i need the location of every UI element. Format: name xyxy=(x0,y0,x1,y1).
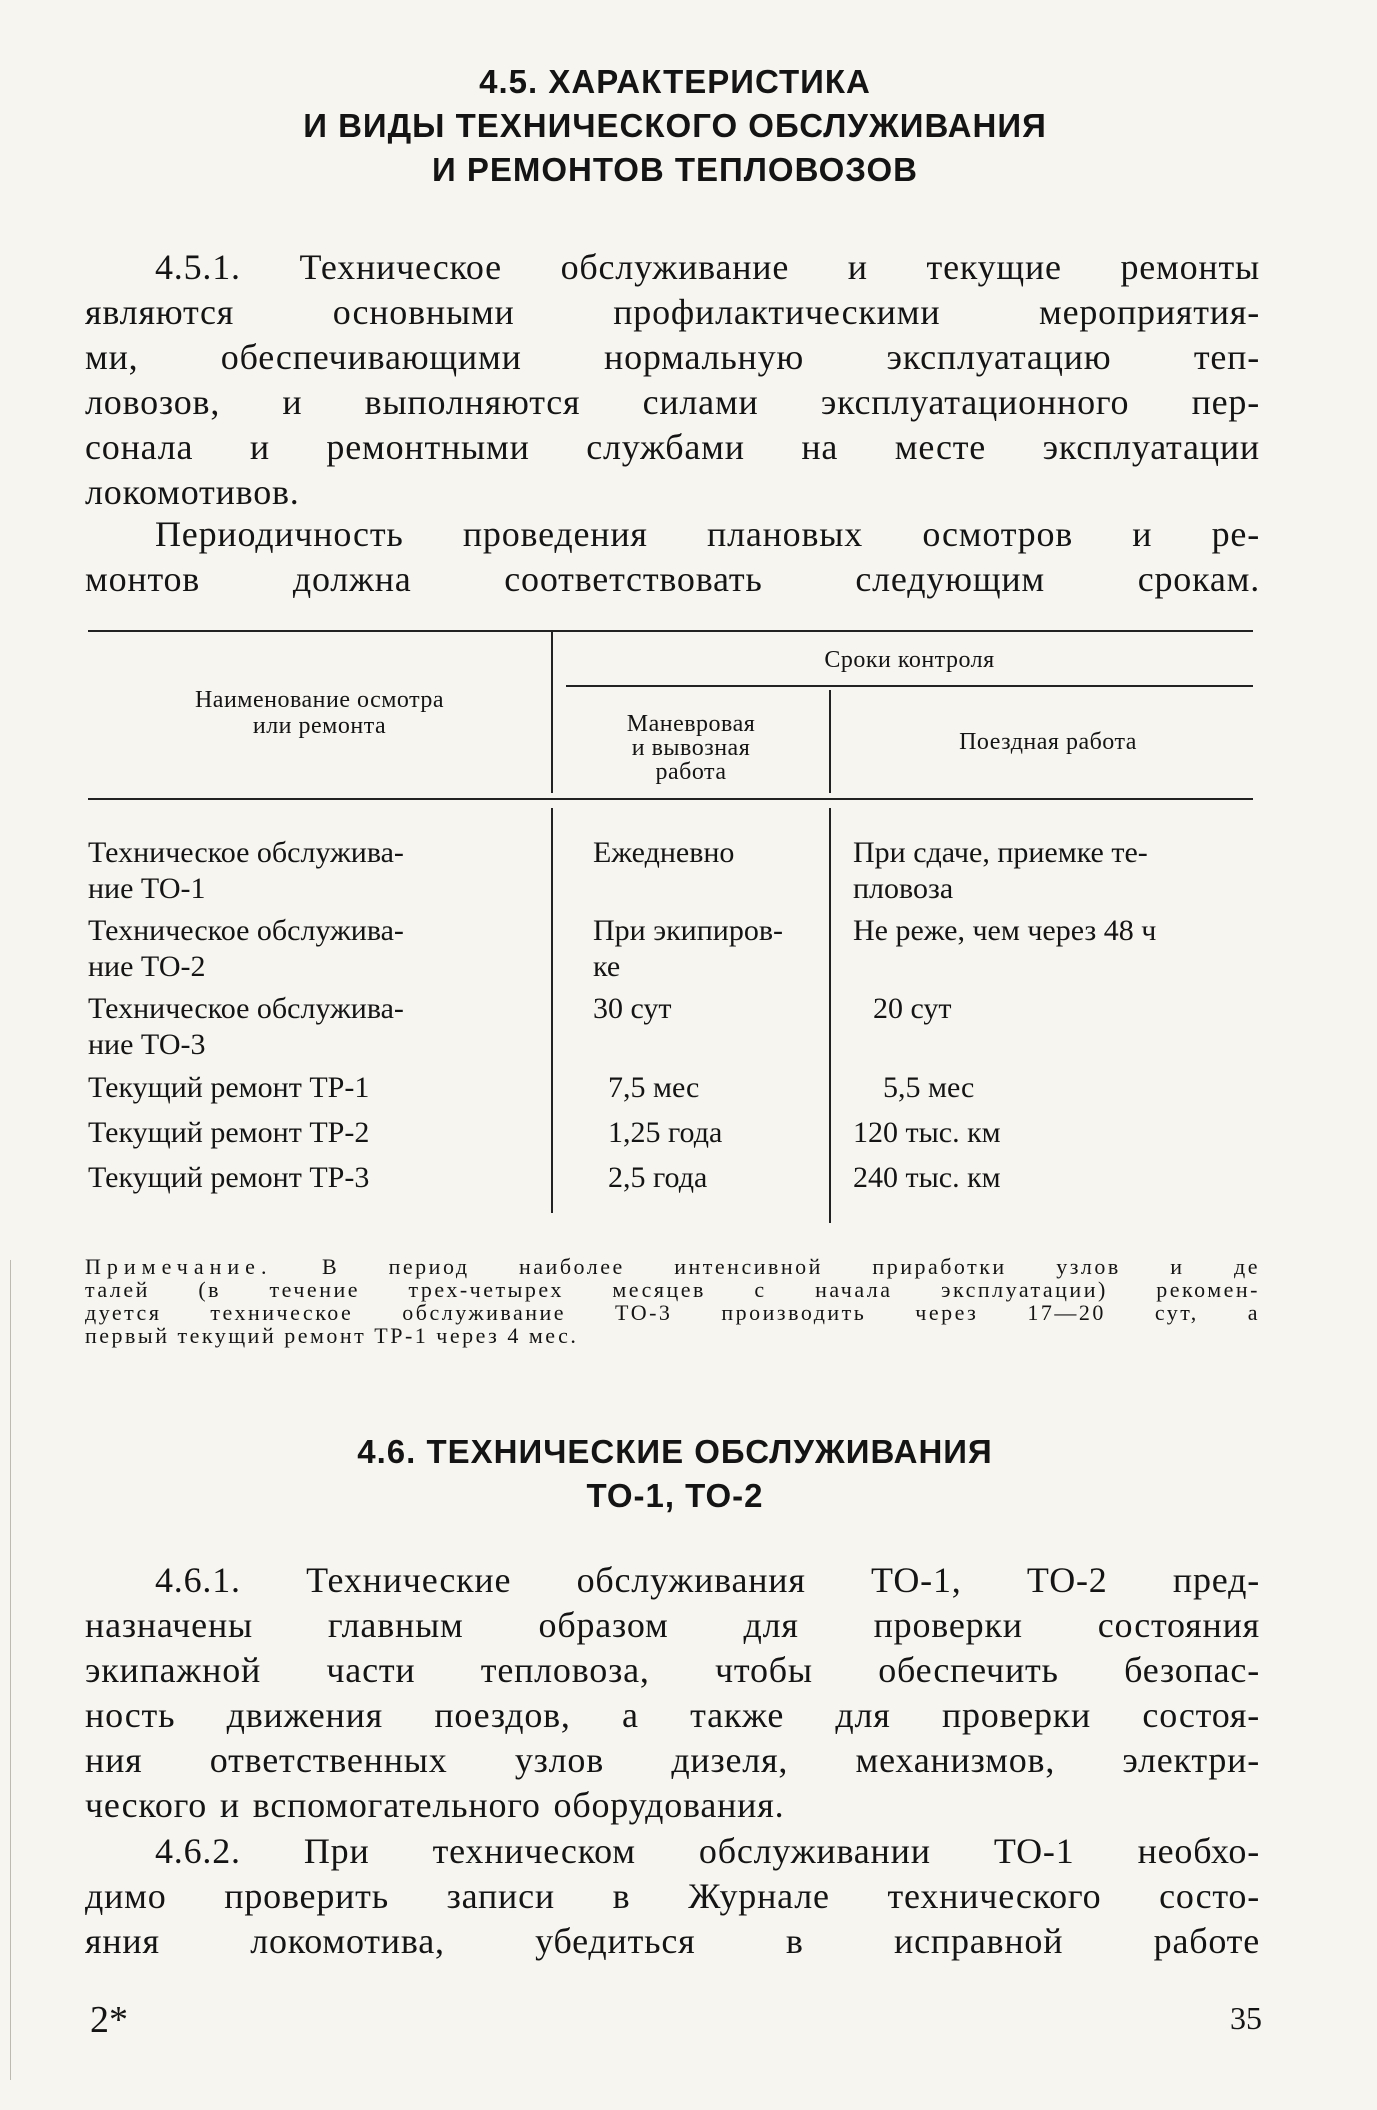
text-line: 4.5.1. Техническое обслуживание и текущие ремонты xyxy=(155,247,1260,287)
table-cell-train: 5,5 мес xyxy=(883,1071,975,1104)
table-cell-train: 240 тыс. км xyxy=(853,1161,1001,1194)
text-line: 4.6.1. Технические обслуживания ТО-1, ТО-2 пред- xyxy=(155,1560,1260,1600)
page-number: 35 xyxy=(1230,2000,1262,2036)
header-line: работа xyxy=(655,759,727,785)
table-top-rule xyxy=(88,630,1253,632)
column-header-shunting xyxy=(566,712,816,784)
paragraph-4-6-2 xyxy=(85,1829,1260,1964)
name-line: ние ТО-2 xyxy=(88,950,206,983)
margin-line xyxy=(10,1260,11,2080)
heading-line: И РЕМОНТОВ ТЕПЛОВОЗОВ xyxy=(431,151,919,188)
signature-mark: 2* xyxy=(90,1999,128,2041)
group-header-control-terms: Сроки контроля xyxy=(824,647,995,673)
text-line: ловозов, и выполняются силами эксплуатационного пер- xyxy=(85,382,1260,422)
column-divider xyxy=(551,630,553,793)
table-row-name xyxy=(88,991,518,1063)
header-line: или ремонта xyxy=(252,713,387,739)
cell-line: При сдаче, приемке те- xyxy=(853,836,1148,869)
paragraph-4-5-1 xyxy=(85,245,1260,515)
heading-line: И ВИДЫ ТЕХНИЧЕСКОГО ОБСЛУЖИВАНИЯ xyxy=(303,107,1047,144)
text-line: ния ответственных узлов дизеля, механизмов, электри- xyxy=(85,1740,1260,1780)
table-row-name: Текущий ремонт ТР-2 xyxy=(88,1116,370,1149)
table-cell-train: 120 тыс. км xyxy=(853,1116,1001,1149)
name-line: ние ТО-1 xyxy=(88,872,206,905)
table-row-name xyxy=(88,913,518,985)
column-header-train: Поездная работа xyxy=(959,729,1137,755)
table-cell-shunting: Ежедневно xyxy=(593,836,735,869)
table-cell-train xyxy=(853,835,1263,907)
column-header-name xyxy=(88,687,551,739)
section-heading-4-6 xyxy=(90,1430,1260,1518)
table-row-name: Текущий ремонт ТР-3 xyxy=(88,1161,370,1194)
header-bottom-rule xyxy=(88,798,1253,800)
table-cell-shunting: 7,5 мес xyxy=(608,1071,700,1104)
name-line: ние ТО-3 xyxy=(88,1028,206,1061)
table-cell-train: 20 сут xyxy=(873,992,952,1025)
name-line: Техническое обслужива- xyxy=(88,914,404,947)
group-header-rule xyxy=(566,685,1253,687)
table-cell-shunting: 30 сут xyxy=(593,992,672,1025)
note-line: первый текущий ремонт ТР-1 через 4 мес. xyxy=(85,1323,579,1348)
note-line xyxy=(85,1255,1260,1278)
name-line: Техническое обслужива- xyxy=(88,992,404,1025)
table-cell-shunting: 2,5 года xyxy=(608,1161,708,1194)
heading-line: 4.5. ХАРАКТЕРИСТИКА xyxy=(479,63,871,100)
maintenance-schedule-table xyxy=(88,630,1258,1225)
section-heading-4-5 xyxy=(90,60,1260,192)
paragraph-4-6-1 xyxy=(85,1558,1260,1828)
table-cell-shunting xyxy=(593,913,823,985)
table-row-name: Текущий ремонт ТР-1 xyxy=(88,1071,370,1104)
name-line: Техническое обслужива- xyxy=(88,836,404,869)
note-label: Примечание. xyxy=(85,1254,273,1279)
table-footnote xyxy=(85,1255,1260,1347)
note-line: талей (в течение трех-четырех месяцев с начала эксплуатации) рекомен- xyxy=(85,1277,1260,1302)
table-cell-shunting: 1,25 года xyxy=(608,1116,723,1149)
text-line: локомотивов. xyxy=(85,472,300,512)
column-divider xyxy=(551,808,553,1213)
text-line: 4.6.2. При техническом обслуживании ТО-1 необхо- xyxy=(155,1831,1260,1871)
text-line: экипажной части тепловоза, чтобы обеспечить безопас- xyxy=(85,1650,1260,1690)
header-line: и вывозная xyxy=(631,735,751,761)
column-divider xyxy=(829,690,831,793)
header-line: Маневровая xyxy=(626,711,756,737)
text-line: ческого и вспомогательного оборудования. xyxy=(85,1785,785,1825)
text-line: ми, обеспечивающими нормальную эксплуатацию теп- xyxy=(85,337,1260,377)
text-line: ность движения поездов, а также для проверки состоя- xyxy=(85,1695,1260,1735)
note-text: В период наиболее интенсивной приработки узлов и де xyxy=(321,1254,1261,1279)
text-line: Периодичность проведения плановых осмотров и ре- xyxy=(155,514,1260,554)
text-line: являются основными профилактическими мероприятия- xyxy=(85,292,1260,332)
cell-line: пловоза xyxy=(853,872,954,905)
text-line: яния локомотива, убедиться в исправной работе xyxy=(85,1921,1260,1961)
cell-line: При экипиров- xyxy=(593,914,783,947)
heading-line: ТО-1, ТО-2 xyxy=(586,1477,764,1514)
paragraph-periodicity xyxy=(85,512,1260,602)
cell-line: ке xyxy=(593,950,621,983)
text-line: назначены главным образом для проверки состояния xyxy=(85,1605,1260,1645)
header-line: Наименование осмотра xyxy=(194,687,445,713)
text-line: димо проверить записи в Журнале технического состо- xyxy=(85,1876,1260,1916)
table-row-name xyxy=(88,835,518,907)
heading-line: 4.6. ТЕХНИЧЕСКИЕ ОБСЛУЖИВАНИЯ xyxy=(357,1433,993,1470)
text-line: монтов должна соответствовать следующим срокам. xyxy=(85,559,1260,599)
text-line: сонала и ремонтными службами на месте эксплуатации xyxy=(85,427,1260,467)
note-line: дуется техническое обслуживание ТО-3 производить через 17—20 сут, а xyxy=(85,1300,1260,1325)
table-cell-train: Не реже, чем через 48 ч xyxy=(853,914,1157,947)
